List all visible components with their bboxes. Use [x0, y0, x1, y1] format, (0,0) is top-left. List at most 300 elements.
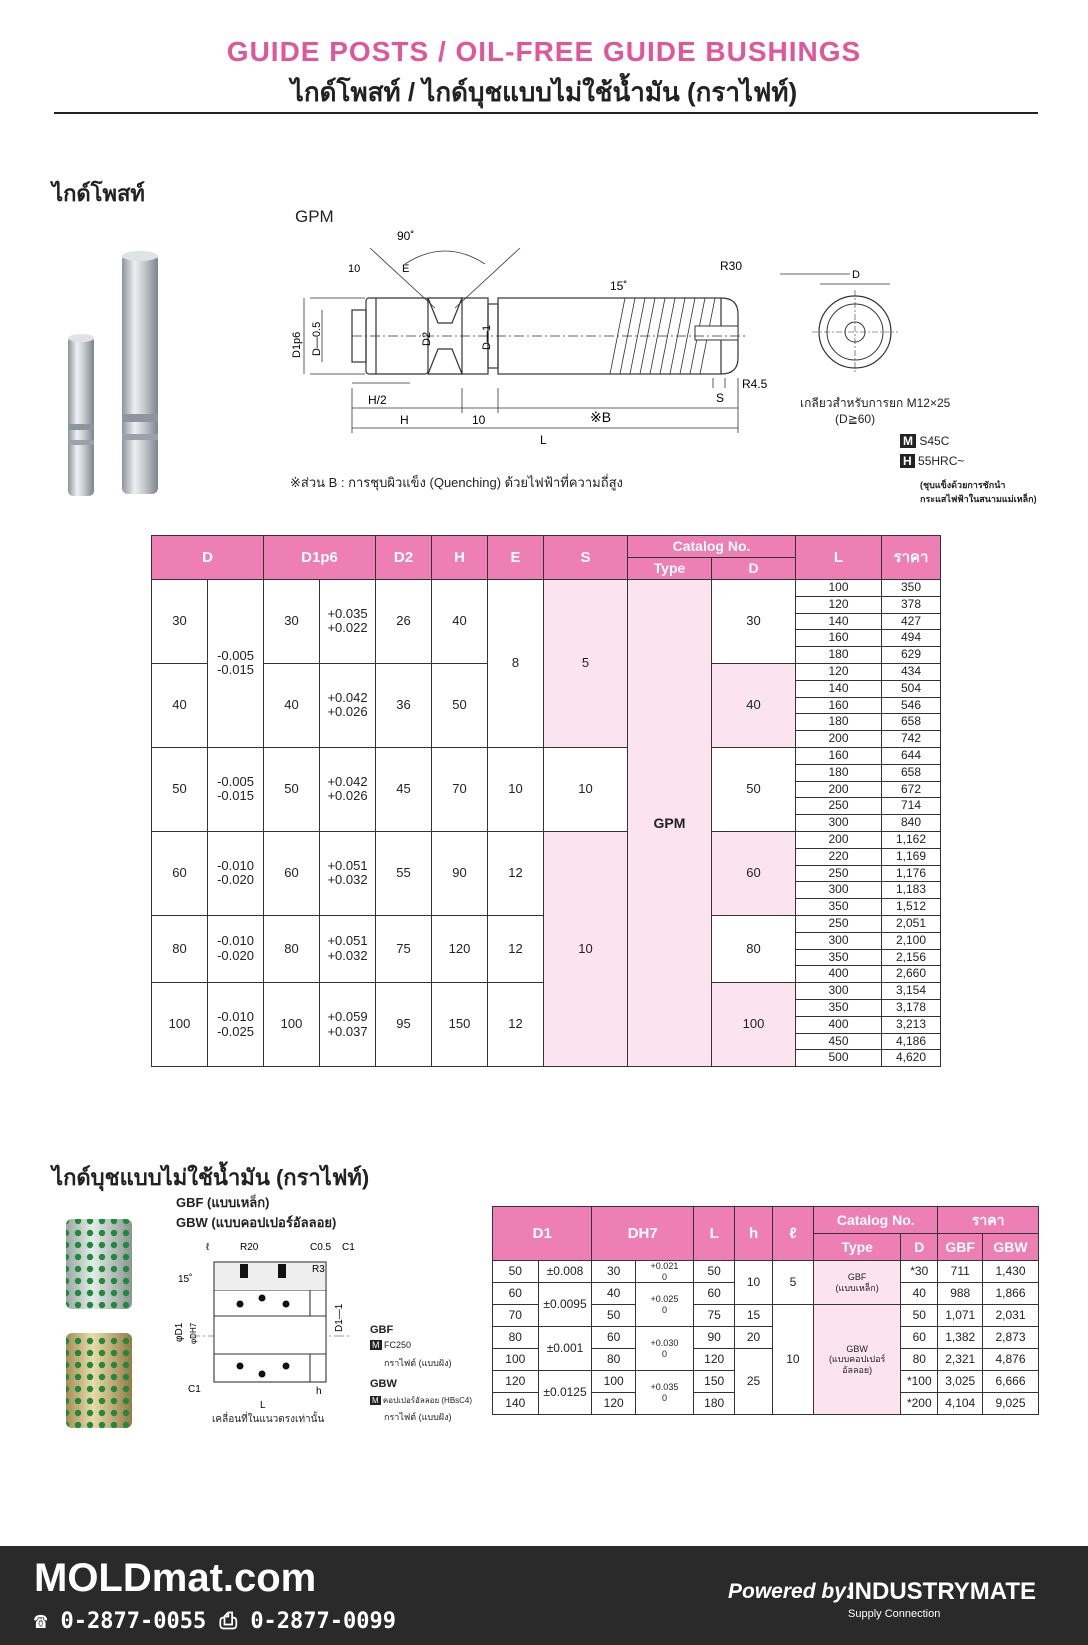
col-d1p6: D1p6 — [264, 536, 376, 580]
table-cell: 350 — [882, 580, 941, 597]
table-cell: 100 — [796, 580, 882, 597]
tol-cell — [208, 580, 264, 748]
b-cell: 711 — [938, 1261, 983, 1283]
b-type-gbw-sub: (แบบคอปเปอร์อัลลอย) — [828, 1354, 886, 1375]
dim-h: H — [400, 413, 409, 427]
tol-lower: -0.020 — [217, 948, 254, 964]
table-cell: 50 — [432, 663, 488, 747]
b-cell: 150 — [693, 1371, 734, 1393]
b-cell: 40 — [592, 1283, 636, 1305]
b-col-price: ราคา — [938, 1207, 1039, 1234]
dim-d2: D2 — [421, 331, 433, 346]
tol-lower: +0.037 — [327, 1023, 368, 1039]
b-cell: 60 — [493, 1283, 539, 1305]
dim-d05: D—0.5 — [311, 321, 323, 356]
table-cell: 12 — [488, 915, 544, 982]
table-cell: 1,176 — [882, 865, 941, 882]
table-cell: 30 — [152, 580, 208, 664]
tol-cell — [320, 915, 376, 982]
table-cell: 742 — [882, 731, 941, 748]
gbw-label: GBW (แบบคอปเปอร์อัลลอย) — [176, 1215, 337, 1230]
footer-partner[interactable]: INDUSTRYMATE — [848, 1578, 1036, 1605]
b-cell: *30 — [901, 1261, 938, 1283]
b-col-d: D — [901, 1234, 938, 1261]
b-cell: *200 — [901, 1393, 938, 1415]
bush-c1b: C1 — [188, 1384, 201, 1395]
tol-upper: +0.035 — [327, 605, 368, 621]
table-cell: 120 — [796, 596, 882, 613]
b-cell: 30 — [592, 1261, 636, 1283]
table-cell: 40 — [432, 580, 488, 664]
tol-upper: +0.042 — [327, 689, 368, 705]
quench-note: ※ส่วน B : การชุบผิวแข็ง (Quenching) ด้วยไฟฟ้าที่ความถี่สูง — [290, 475, 623, 490]
bush-l: ℓ — [206, 1242, 210, 1253]
tol-upper: -0.005 — [217, 773, 254, 789]
table-cell: 2,660 — [882, 966, 941, 983]
footer-phone-row — [34, 1609, 396, 1634]
table-cell: 350 — [796, 899, 882, 916]
table-cell: 200 — [796, 781, 882, 798]
table-cell: 1,169 — [882, 848, 941, 865]
table-cell: 1,183 — [882, 882, 941, 899]
table-cell: 120 — [432, 915, 488, 982]
b-cell: 15 — [735, 1305, 772, 1327]
table-cell: 200 — [796, 831, 882, 848]
table-cell: 95 — [376, 983, 432, 1067]
table-cell: 90 — [432, 831, 488, 915]
material-h-value: 55HRC~ — [918, 454, 965, 468]
material-h-badge: H — [900, 454, 915, 468]
bush-r3: R3 — [312, 1264, 325, 1275]
b-col-ell: ℓ — [772, 1207, 813, 1261]
b-cell: 4,876 — [982, 1349, 1038, 1371]
bush-gbf-m-badge: M — [372, 1340, 380, 1350]
b-cell — [635, 1371, 693, 1415]
col-h: H — [432, 536, 488, 580]
table-cell: 2,100 — [882, 932, 941, 949]
phone-icon: ☎ — [34, 1609, 48, 1634]
material-m-badge: M — [900, 434, 916, 448]
footer-fax[interactable]: 0-2877-0099 — [250, 1609, 397, 1634]
gbf-label: GBF (แบบเหล็ก) — [176, 1195, 270, 1210]
table-cell: 504 — [882, 680, 941, 697]
page-title-th: ไกด์โพสท์ / ไกด์บุชแบบไม่ใช้น้ำมัน (กราไฟท์) — [290, 77, 798, 107]
table-cell: 80 — [264, 915, 320, 982]
tol-cell — [320, 747, 376, 831]
bush-h: h — [316, 1386, 322, 1397]
table-cell: 8 — [488, 580, 544, 748]
b-cell: 2,031 — [982, 1305, 1038, 1327]
table-cell: 427 — [882, 613, 941, 630]
table-cell: 12 — [488, 983, 544, 1067]
table-cell: 60 — [152, 831, 208, 915]
col-s: S — [544, 536, 628, 580]
table-cell: 714 — [882, 798, 941, 815]
tol-lower: +0.032 — [327, 872, 368, 888]
b-cell: 70 — [493, 1305, 539, 1327]
title-divider — [54, 112, 1038, 114]
b-dtol-zero: 0 — [661, 1348, 667, 1359]
bush-note: เคลื่อนที่ในแนวตรงเท่านั้น — [212, 1414, 325, 1425]
dim-10b: 10 — [472, 413, 486, 427]
table-cell: 500 — [796, 1050, 882, 1067]
b-dtol: +0.021 0 — [650, 1261, 679, 1282]
table-cell: 10 — [544, 747, 628, 831]
col-d2: D2 — [376, 536, 432, 580]
table-cell: 45 — [376, 747, 432, 831]
tol-cell — [320, 580, 376, 664]
table-cell: 1,162 — [882, 831, 941, 848]
dim-15: 15˚ — [610, 279, 628, 293]
b-cell: 90 — [693, 1327, 734, 1349]
table-cell: 100 — [152, 983, 208, 1067]
table-cell: 1,512 — [882, 899, 941, 916]
guide-post-section-title: ไกด์โพสท์ — [52, 181, 145, 206]
type-gpm: GPM — [628, 580, 712, 1067]
bush-gbw-mat — [370, 1394, 472, 1407]
table-cell: 60 — [264, 831, 320, 915]
table-cell: 140 — [796, 613, 882, 630]
table-cell: 4,186 — [882, 1033, 941, 1050]
material-h — [900, 454, 964, 468]
table-cell: 10 — [544, 831, 628, 1066]
thread-note: เกลียวสำหรับการยก M12×25 — [800, 396, 951, 410]
table-cell: 180 — [796, 714, 882, 731]
bush-phi-d1: φD1 — [174, 1322, 185, 1342]
b-cell: 10 — [772, 1305, 813, 1415]
bush-d1-1: D1—1 — [334, 1303, 345, 1332]
table-cell: 80 — [712, 915, 796, 982]
table-cell: 300 — [796, 932, 882, 949]
bush-gbf-mat — [370, 1340, 411, 1350]
b-cell: 40 — [901, 1283, 938, 1305]
b-dtol: +0.030 — [650, 1338, 679, 1349]
table-cell: 75 — [376, 915, 432, 982]
gpm-end-view — [810, 268, 900, 378]
b-col-l: L — [693, 1207, 734, 1261]
tol-lower: -0.025 — [217, 1023, 254, 1039]
tol-cell — [208, 747, 264, 831]
table-cell: 840 — [882, 815, 941, 832]
table-cell: 400 — [796, 1016, 882, 1033]
table-cell: 658 — [882, 764, 941, 781]
b-cell: 75 — [693, 1305, 734, 1327]
b-type-gbf — [814, 1261, 901, 1305]
table-cell: 100 — [712, 983, 796, 1067]
b-cell: 10 — [735, 1261, 772, 1305]
b-col-gbw: GBW — [982, 1234, 1038, 1261]
b-cell — [635, 1283, 693, 1327]
table-row — [152, 831, 941, 848]
footer-phone[interactable]: 0-2877-0055 — [60, 1609, 207, 1634]
table-cell: 180 — [796, 647, 882, 664]
page-title-en: GUIDE POSTS / OIL-FREE GUIDE BUSHINGS — [226, 36, 862, 67]
col-type: Type — [628, 558, 712, 580]
table-cell: 160 — [796, 747, 882, 764]
bush-r20: R20 — [240, 1242, 259, 1253]
table-cell: 50 — [712, 747, 796, 831]
b-cell: 50 — [901, 1305, 938, 1327]
guide-post-photo — [60, 248, 180, 498]
table-cell: 10 — [488, 747, 544, 831]
b-type-gbf-sub: (แบบเหล็ก) — [835, 1282, 879, 1293]
table-cell: 300 — [796, 882, 882, 899]
b-dtol: +0.025 — [650, 1294, 679, 1305]
bush-gbw-graphite: กราไฟต์ (แบบฝัง) — [384, 1412, 452, 1422]
table-cell: 2,156 — [882, 949, 941, 966]
b-cell: 50 — [493, 1261, 539, 1283]
table-cell: 36 — [376, 663, 432, 747]
tol-upper: -0.010 — [217, 1008, 254, 1024]
table-cell: 658 — [882, 714, 941, 731]
b-cell — [635, 1327, 693, 1371]
table-cell: 3,154 — [882, 983, 941, 1000]
table-cell: 70 — [432, 747, 488, 831]
tol-lower: -0.020 — [217, 872, 254, 888]
table-cell: 672 — [882, 781, 941, 798]
table-cell: 50 — [264, 747, 320, 831]
col-price: ราคา — [882, 536, 941, 580]
bush-phi-dh7: φDH7 — [189, 1322, 198, 1344]
col-l: L — [796, 536, 882, 580]
bush-15: 15˚ — [178, 1274, 193, 1285]
bush-c1: C1 — [342, 1242, 355, 1253]
col-d: D — [152, 536, 264, 580]
col-e: E — [488, 536, 544, 580]
b-cell: 2,321 — [938, 1349, 983, 1371]
dim-10: 10 — [348, 263, 361, 275]
b-cell: ±0.0125 — [538, 1371, 592, 1415]
dim-h2: H/2 — [368, 393, 387, 407]
hardening-note-1: (ชุบแข็งด้วยการชักนำ — [920, 480, 1006, 490]
table-cell: 400 — [796, 966, 882, 983]
table-row — [152, 580, 941, 597]
table-cell: 250 — [796, 915, 882, 932]
table-cell: 3,178 — [882, 999, 941, 1016]
table-cell: 250 — [796, 865, 882, 882]
tol-upper: -0.005 — [217, 647, 254, 663]
end-view-d: D — [852, 269, 860, 281]
tol-lower: +0.022 — [327, 620, 368, 636]
b-type-gbf-label: GBF — [847, 1272, 867, 1283]
b-dtol: +0.035 — [650, 1382, 679, 1393]
dim-e: E — [402, 263, 410, 275]
b-col-h: h — [735, 1207, 772, 1261]
table-cell: 30 — [712, 580, 796, 664]
table-cell: 40 — [152, 663, 208, 747]
bush-gbf-mat-value: FC250 — [384, 1340, 412, 1350]
tol-cell — [320, 983, 376, 1067]
b-cell: 60 — [693, 1283, 734, 1305]
gpm-drawing — [290, 228, 768, 488]
tol-cell — [208, 831, 264, 915]
table-cell: 434 — [882, 663, 941, 680]
b-cell: 100 — [493, 1349, 539, 1371]
b-col-dh7: DH7 — [592, 1207, 694, 1261]
b-dtol-zero: 0 — [661, 1392, 667, 1403]
col-cat-d: D — [712, 558, 796, 580]
b-cell: 60 — [901, 1327, 938, 1349]
b-cell: 50 — [592, 1305, 636, 1327]
table-cell: 450 — [796, 1033, 882, 1050]
table-cell: 55 — [376, 831, 432, 915]
b-cell: 5 — [772, 1261, 813, 1305]
tol-lower: +0.026 — [327, 788, 368, 804]
table-cell: 2,051 — [882, 915, 941, 932]
table-cell: 546 — [882, 697, 941, 714]
b-cell: 9,025 — [982, 1393, 1038, 1415]
tol-lower: -0.015 — [217, 662, 254, 678]
material-m-value: S45C — [919, 434, 950, 448]
table-cell: 30 — [264, 580, 320, 664]
table-cell: 60 — [712, 831, 796, 915]
table-cell: 140 — [796, 680, 882, 697]
bush-gbf-graphite: กราไฟต์ (แบบฝัง) — [384, 1358, 452, 1368]
table-cell: 80 — [152, 915, 208, 982]
table-cell: 4,620 — [882, 1050, 941, 1067]
b-cell: 1,866 — [982, 1283, 1038, 1305]
tol-lower: +0.026 — [327, 704, 368, 720]
b-cell: 80 — [493, 1327, 539, 1349]
table-cell: 180 — [796, 764, 882, 781]
b-cell — [635, 1261, 693, 1283]
bushing-section-title: ไกด์บุชแบบไม่ใช้น้ำมัน (กราไฟท์) — [52, 1165, 370, 1190]
dim-d1p6: D1p6 — [291, 331, 303, 358]
table-cell: 350 — [796, 999, 882, 1016]
tol-cell — [208, 915, 264, 982]
tol-cell — [208, 983, 264, 1067]
bush-gbf-tag: GBF — [370, 1324, 394, 1336]
b-cell: *100 — [901, 1371, 938, 1393]
b-cell: 100 — [592, 1371, 636, 1393]
bushing-drawing — [170, 1232, 370, 1422]
b-cell: 60 — [592, 1327, 636, 1349]
table-cell: 100 — [264, 983, 320, 1067]
b-cell: 4,104 — [938, 1393, 983, 1415]
material-m — [900, 434, 949, 448]
angle-label: 90˚ — [397, 229, 415, 243]
b-cell: 1,382 — [938, 1327, 983, 1349]
table-cell: 120 — [796, 663, 882, 680]
table-cell: 200 — [796, 731, 882, 748]
b-cell: 80 — [592, 1349, 636, 1371]
table-cell: 50 — [152, 747, 208, 831]
table-row — [152, 747, 941, 764]
b-cell: 1,071 — [938, 1305, 983, 1327]
tol-lower: +0.032 — [327, 948, 368, 964]
b-cell: 25 — [735, 1349, 772, 1415]
tol-upper: +0.051 — [327, 933, 368, 949]
footer-brand[interactable]: MOLDmat.com — [34, 1556, 317, 1600]
table-cell: 494 — [882, 630, 941, 647]
tol-upper: +0.042 — [327, 773, 368, 789]
footer-partner-sub: Supply Connection — [848, 1608, 941, 1620]
table-cell: 220 — [796, 848, 882, 865]
table-cell: 40 — [712, 663, 796, 747]
fax-icon: ⎙ — [219, 1609, 238, 1634]
dim-r30: R30 — [720, 259, 743, 273]
dim-d1: D—1 — [481, 324, 493, 350]
tol-upper: -0.010 — [217, 857, 254, 873]
table-cell: 12 — [488, 831, 544, 915]
b-cell: ±0.001 — [538, 1327, 592, 1371]
b-cell: 20 — [735, 1327, 772, 1349]
dim-b: ※B — [590, 409, 612, 425]
table-cell: 300 — [796, 983, 882, 1000]
table-cell: 5 — [544, 580, 628, 748]
b-cell: 6,666 — [982, 1371, 1038, 1393]
table-cell: 160 — [796, 697, 882, 714]
hardening-note-2: กระแสไฟฟ้าในสนามแม่เหล็ก) — [920, 494, 1037, 504]
bush-gbw-tag: GBW — [370, 1378, 397, 1390]
b-cell: 3,025 — [938, 1371, 983, 1393]
tol-cell — [320, 831, 376, 915]
bush-gbw-mat-value: คอปเปอร์อัลลอย (HBsC4) — [382, 1396, 473, 1405]
b-cell: ±0.0095 — [538, 1283, 592, 1327]
b-cell: 120 — [693, 1349, 734, 1371]
footer — [0, 1546, 1088, 1645]
b-cell: 80 — [901, 1349, 938, 1371]
dim-l: L — [540, 433, 547, 447]
b-cell: 120 — [493, 1371, 539, 1393]
table-cell: 300 — [796, 815, 882, 832]
tol-upper: -0.010 — [217, 933, 254, 949]
table-cell: 150 — [432, 983, 488, 1067]
guide-post-model-label: GPM — [295, 207, 334, 226]
b-col-type: Type — [814, 1234, 901, 1261]
table-cell: 26 — [376, 580, 432, 664]
table-cell: 629 — [882, 647, 941, 664]
b-cell: 120 — [592, 1393, 636, 1415]
b-cell: 180 — [693, 1393, 734, 1415]
footer-powered: Powered by: — [728, 1580, 853, 1603]
b-cell: 2,873 — [982, 1327, 1038, 1349]
table-cell: 350 — [796, 949, 882, 966]
bushing-table — [492, 1206, 1039, 1415]
b-cell: 988 — [938, 1283, 983, 1305]
bush-gbw-m-badge: M — [372, 1396, 379, 1405]
b-cell: 50 — [693, 1261, 734, 1283]
tol-upper: +0.051 — [327, 857, 368, 873]
b-col-d1: D1 — [493, 1207, 592, 1261]
bushing-photo — [60, 1215, 160, 1435]
dim-s: S — [716, 391, 725, 405]
tol-lower: -0.015 — [217, 788, 254, 804]
table-cell: 644 — [882, 747, 941, 764]
bush-L: L — [260, 1400, 266, 1411]
b-dtol-zero: 0 — [661, 1304, 667, 1315]
table-cell: 160 — [796, 630, 882, 647]
bush-c05: C0.5 — [310, 1242, 332, 1253]
table-cell: 378 — [882, 596, 941, 613]
guide-post-table — [151, 535, 941, 1067]
table-cell: 3,213 — [882, 1016, 941, 1033]
b-cell: 1,430 — [982, 1261, 1038, 1283]
col-catalog: Catalog No. — [628, 536, 796, 558]
b-cell: 140 — [493, 1393, 539, 1415]
dim-r45: R4.5 — [742, 377, 768, 391]
b-type-gbw-label: GBW — [846, 1343, 868, 1354]
table-cell: 40 — [264, 663, 320, 747]
b-col-gbf: GBF — [938, 1234, 983, 1261]
thread-condition: (D≧60) — [835, 412, 876, 426]
tol-upper: +0.059 — [327, 1008, 368, 1024]
guide-post-table-body — [152, 580, 941, 1067]
b-cell: ±0.008 — [538, 1261, 592, 1283]
b-col-catalog: Catalog No. — [814, 1207, 938, 1234]
tol-cell — [320, 663, 376, 747]
table-cell: 250 — [796, 798, 882, 815]
